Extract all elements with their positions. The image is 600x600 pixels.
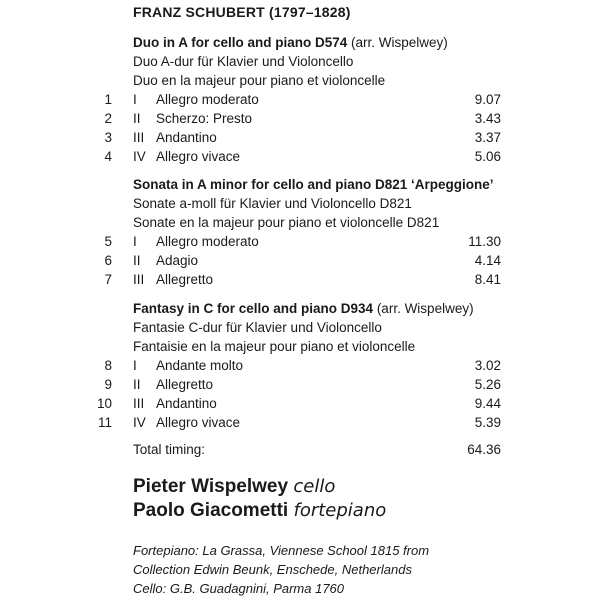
track-number: 8 <box>104 358 112 373</box>
total-timing-value: 64.36 <box>467 442 501 457</box>
performer-line <box>133 499 386 523</box>
movement-numeral: II <box>133 377 141 392</box>
work-title-main: Sonata in A minor for cello and piano D821 ‘Arpeggione’ <box>133 177 494 192</box>
movement-numeral: III <box>133 396 145 411</box>
movement-numeral: III <box>133 272 145 287</box>
track-duration: 5.06 <box>474 149 501 164</box>
track-duration: 4.14 <box>474 253 501 268</box>
work-subtitle-de: Sonate a-moll für Klavier und Violoncello D821 <box>133 196 412 211</box>
performer-name: Paolo Giacometti <box>133 500 289 521</box>
track-number: 3 <box>104 130 112 145</box>
movement-numeral: IV <box>133 149 146 164</box>
work-subtitle-fr: Sonate en la majeur pour piano et violoncelle D821 <box>133 215 440 230</box>
track-row <box>0 90 600 109</box>
track-row <box>0 375 600 394</box>
track-row <box>0 251 600 270</box>
work-title-extra: (arr. Wispelwey) <box>373 301 474 316</box>
work-subtitle-fr: Duo en la majeur pour piano et violoncelle <box>133 73 386 88</box>
track-number: 11 <box>97 415 112 430</box>
track-duration: 3.43 <box>474 111 501 126</box>
track-number: 10 <box>96 396 112 411</box>
performer-line <box>133 475 335 499</box>
movement-name: Allegretto <box>156 272 214 287</box>
work-title-extra: (arr. Wispelwey) <box>347 35 448 50</box>
movement-numeral: III <box>133 130 145 145</box>
work-title-main: Fantasy in C for cello and piano D934 <box>133 301 374 316</box>
movement-name: Allegretto <box>156 377 214 392</box>
movement-name: Allegro moderato <box>156 92 259 107</box>
work-subtitle-de: Duo A-dur für Klavier und Violoncello <box>133 54 354 69</box>
track-duration: 11.30 <box>468 234 501 249</box>
instrument-note: Fortepiano: La Grassa, Viennese School 1815 from <box>133 543 430 558</box>
track-duration: 8.41 <box>474 272 501 287</box>
track-duration: 9.07 <box>474 92 501 107</box>
track-number: 6 <box>104 253 112 268</box>
track-number: 5 <box>104 234 112 249</box>
movement-name: Andantino <box>156 130 217 145</box>
total-timing-label: Total timing: <box>133 442 206 457</box>
track-number: 2 <box>104 111 112 126</box>
work-subtitle-de: Fantasie C-dur für Klavier und Violoncello <box>133 320 382 335</box>
track-duration: 3.37 <box>474 130 501 145</box>
movement-numeral: IV <box>133 415 146 430</box>
work-title <box>133 33 448 52</box>
performer-name: Pieter Wispelwey <box>133 476 289 497</box>
track-row <box>0 109 600 128</box>
track-number: 7 <box>104 272 112 287</box>
track-row <box>0 270 600 289</box>
instrument-note: Cello: G.B. Guadagnini, Parma 1760 <box>133 581 345 596</box>
track-row <box>0 394 600 413</box>
track-duration: 9.44 <box>474 396 501 411</box>
work-title <box>133 299 474 318</box>
movement-numeral: II <box>133 253 141 268</box>
movement-name: Andantino <box>156 396 217 411</box>
work-title <box>133 175 494 194</box>
movement-name: Scherzo: Presto <box>156 111 253 126</box>
work-title-main: Duo in A for cello and piano D574 <box>133 35 348 50</box>
work-subtitle-fr: Fantaisie en la majeur pour piano et violoncelle <box>133 339 416 354</box>
track-duration: 5.39 <box>474 415 501 430</box>
track-row <box>0 232 600 251</box>
track-number: 1 <box>104 92 112 107</box>
performer-instrument: fortepiano <box>293 500 387 521</box>
composer-heading: FRANZ SCHUBERT (1797–1828) <box>133 4 351 20</box>
total-timing-row <box>0 440 600 459</box>
movement-name: Andante molto <box>156 358 244 373</box>
track-row <box>0 128 600 147</box>
track-row <box>0 147 600 166</box>
track-duration: 5.26 <box>474 377 501 392</box>
movement-name: Adagio <box>156 253 199 268</box>
track-row <box>0 356 600 375</box>
movement-numeral: I <box>133 358 137 373</box>
movement-numeral: II <box>133 111 141 126</box>
instrument-note: Collection Edwin Beunk, Enschede, Netherlands <box>133 562 412 577</box>
track-number: 9 <box>104 377 112 392</box>
performer-instrument: cello <box>293 476 336 497</box>
movement-numeral: I <box>133 234 137 249</box>
movement-numeral: I <box>133 92 137 107</box>
movement-name: Allegro vivace <box>156 415 241 430</box>
track-row <box>0 413 600 432</box>
movement-name: Allegro vivace <box>156 149 241 164</box>
movement-name: Allegro moderato <box>156 234 259 249</box>
track-duration: 3.02 <box>474 358 501 373</box>
track-number: 4 <box>104 149 112 164</box>
